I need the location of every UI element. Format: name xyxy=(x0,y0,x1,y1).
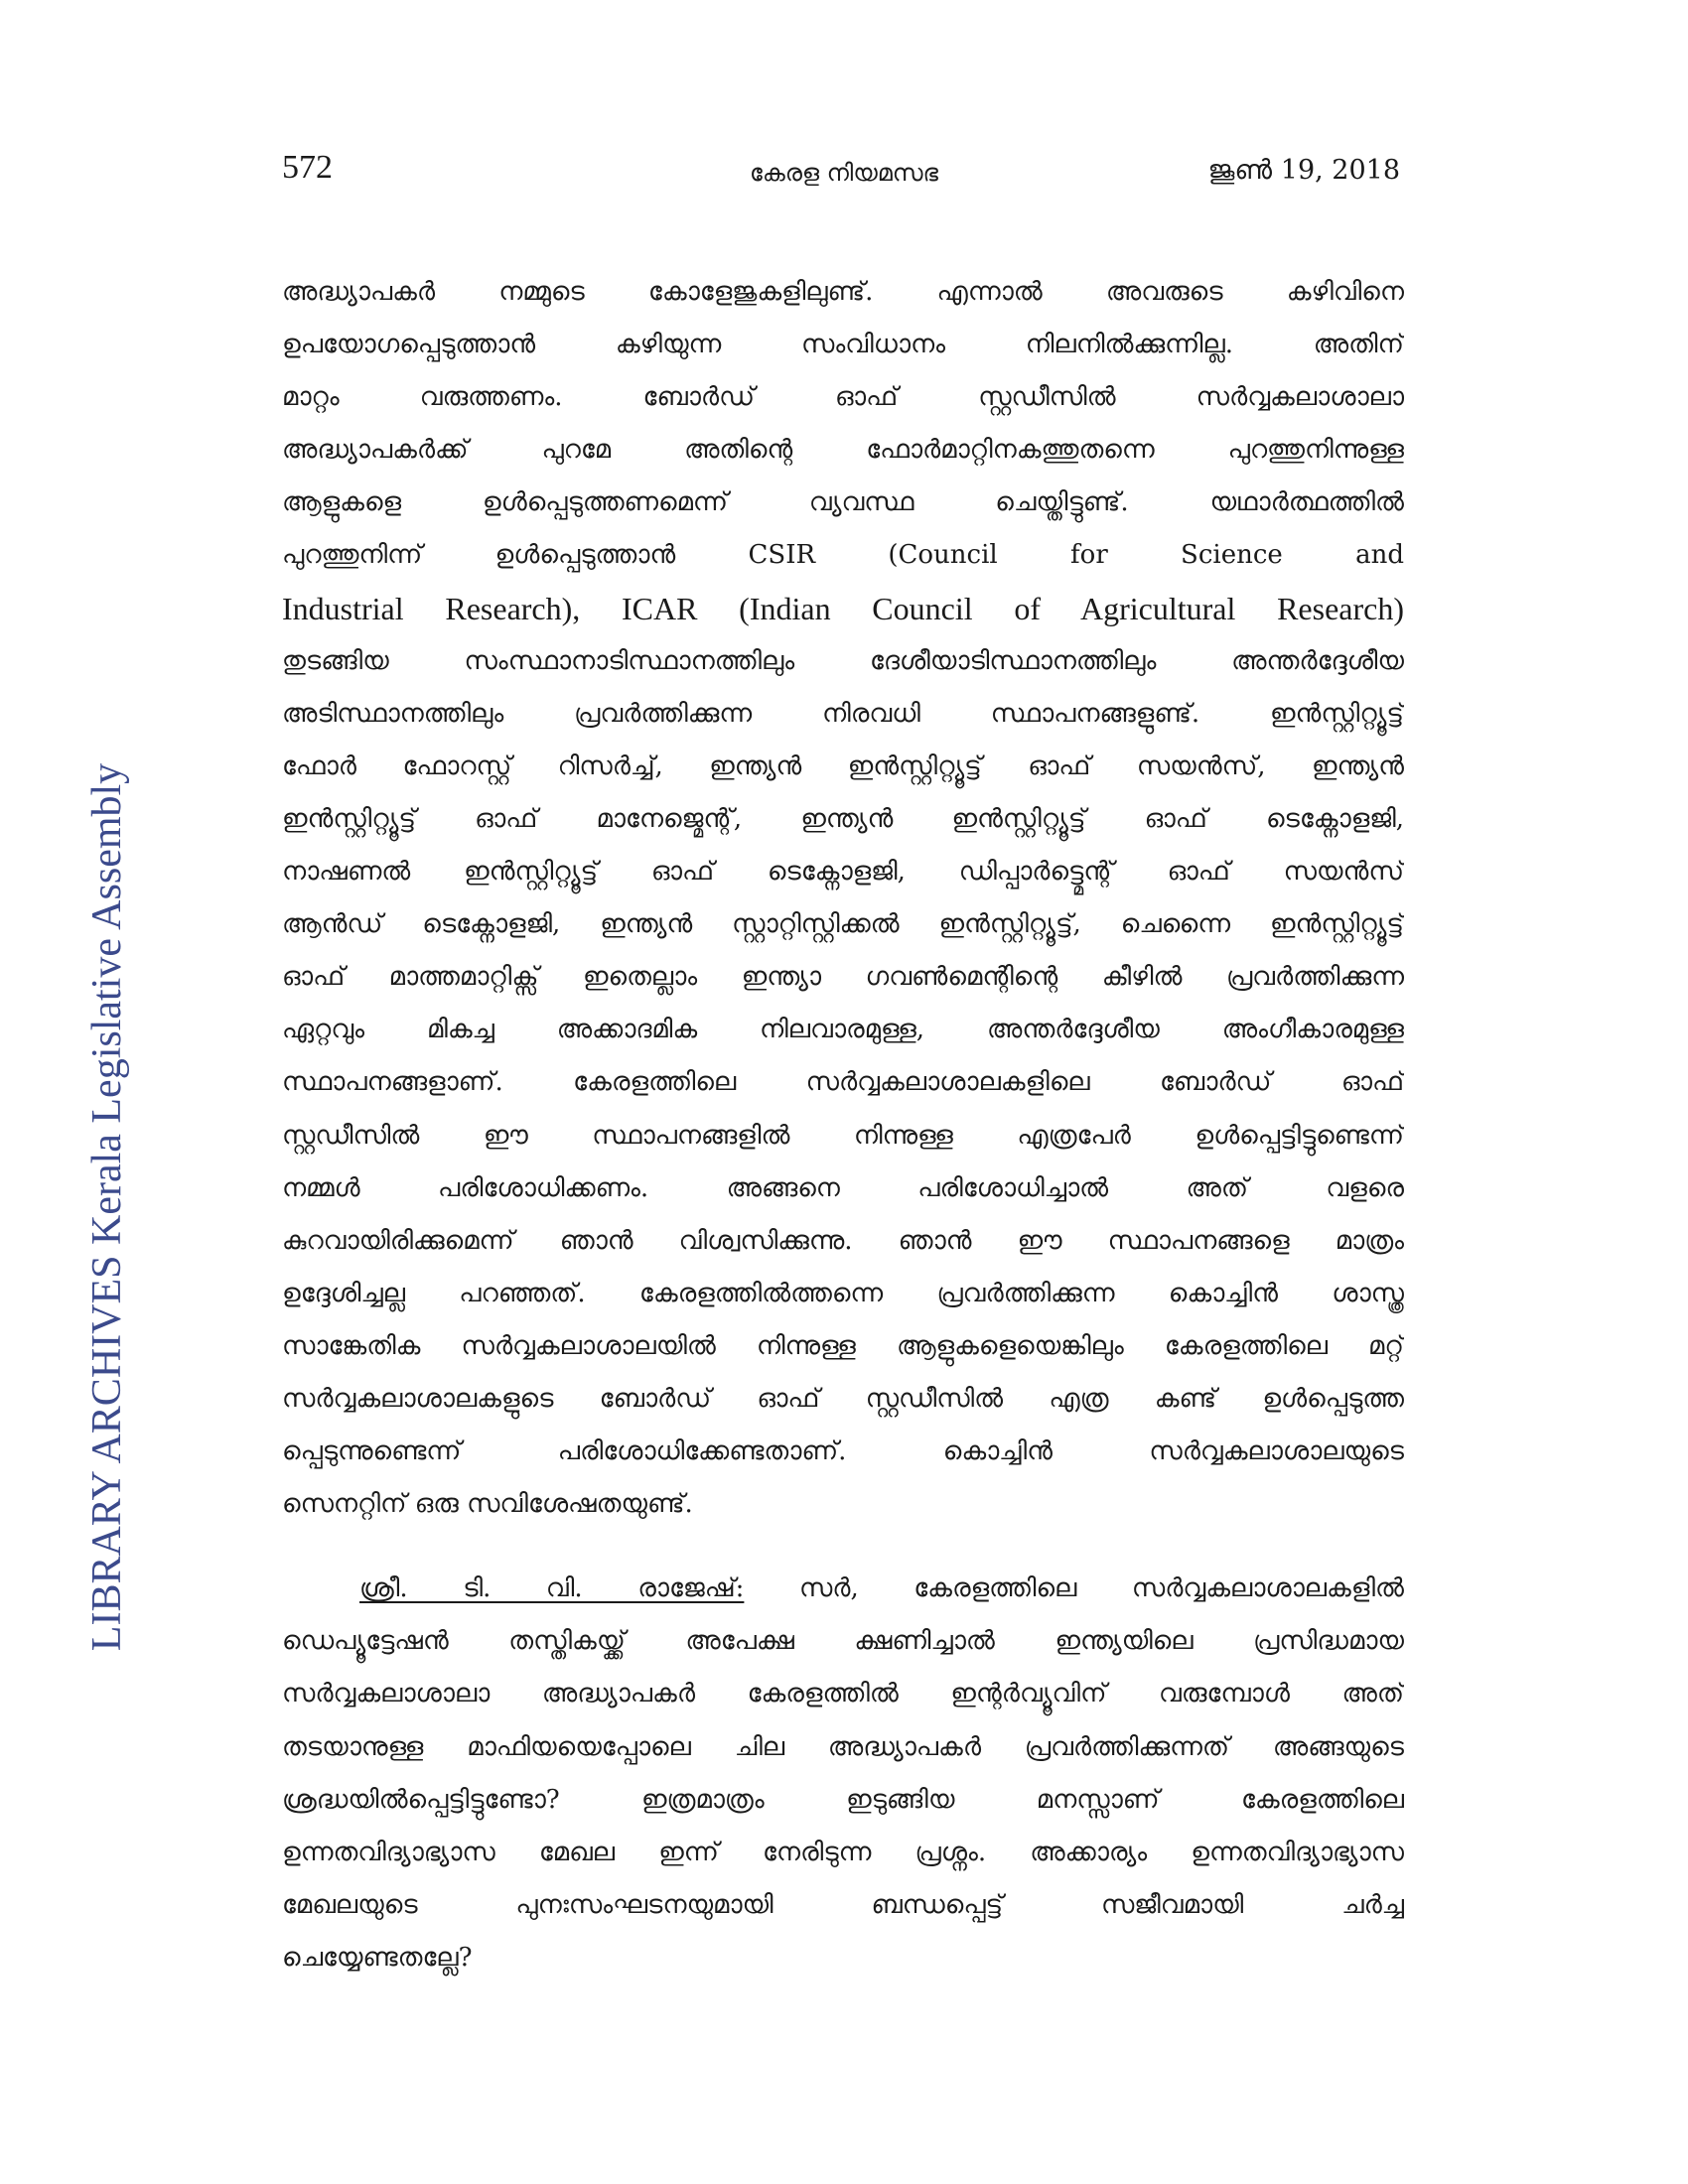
text-line: ഉദ്ദേശിച്ചല്ല പറഞ്ഞത്. കേരളത്തിൽത്തന്നെ പ്രവർത്തിക്കുന്ന കൊച്ചിൻ ശാസ്ത്ര xyxy=(282,1278,1404,1308)
text-line: ആൻഡ് ടെക്നോളജി, ഇന്ത്യൻ സ്റ്റാറ്റിസ്റ്റിക്കൽ ഇൻസ്റ്റിറ്റ്യൂട്ട്, ചെന്നൈ ഇൻസ്റ്റിറ്റ്യൂട്ട് xyxy=(282,909,1404,940)
text-line: ഉപയോഗപ്പെടുത്താൻ കഴിയുന്ന സംവിധാനം നിലനിൽക്കുന്നില്ല. അതിന് xyxy=(282,330,1404,360)
text-line: തടയാനുള്ള മാഫിയയെപ്പോലെ ചില അദ്ധ്യാപകർ പ്രവർത്തിക്കുന്നത് അങ്ങയുടെ xyxy=(282,1731,1404,1762)
text-line: ഇൻസ്റ്റിറ്റ്യൂട്ട് ഓഫ് മാനേജ്മെന്റ്, ഇന്ത്യൻ ഇൻസ്റ്റിറ്റ്യൂട്ട് ഓഫ് ടെക്നോളജി, xyxy=(282,803,1404,834)
paragraph-gap xyxy=(282,1531,1404,1563)
text-line: ആളുകളെ ഉൾപ്പെടുത്തണമെന്ന് വ്യവസ്ഥ ചെയ്തിട്ടുണ്ട്. യഥാർത്ഥത്തിൽ xyxy=(282,487,1404,518)
text-line: Industrial Research), ICAR (Indian Council of Agricultural Research) xyxy=(282,590,1404,626)
text-line: മാറ്റം വരുത്തണം. ബോർഡ് ഓഫ് സ്റ്റഡീസിൽ സർവ്വകലാശാലാ xyxy=(282,382,1404,413)
text-line: സ്റ്റഡീസിൽ ഈ സ്ഥാപനങ്ങളിൽ നിന്നുള്ള എത്രപേർ ഉൾപ്പെട്ടിട്ടുണ്ടെന്ന് xyxy=(282,1120,1404,1151)
text-line: ശ്രദ്ധയിൽപ്പെട്ടിട്ടുണ്ടോ? ഇത്രമാത്രം ഇടുങ്ങിയ മനസ്സാണ് കേരളത്തിലെ xyxy=(282,1784,1404,1815)
text-line: ഡെപ്യൂട്ടേഷൻ തസ്തികയ്ക്ക് അപേക്ഷ ക്ഷണിച്ചാൽ ഇന്ത്യയിലെ പ്രസിദ്ധമായ xyxy=(282,1626,1404,1657)
library-archives-watermark: LIBRARY ARCHIVES Kerala Legislative Assembly xyxy=(84,762,130,1652)
speaker-line xyxy=(282,1563,1404,1615)
text-line: പ്പെടുന്നുണ്ടെന്ന് പരിശോധിക്കേണ്ടതാണ്. കൊച്ചിൻ സർവ്വകലാശാലയുടെ xyxy=(282,1436,1404,1467)
text-line: അദ്ധ്യാപകർക്ക് പുറമേ അതിന്റെ ഫോർമാറ്റിനകത്തുതന്നെ പുറത്തുനിന്നുള്ള xyxy=(282,435,1404,466)
text-line: സാങ്കേതിക സർവ്വകലാശാലയിൽ നിന്നുള്ള ആളുകളെയെങ്കിലും കേരളത്തിലെ മറ്റ് xyxy=(282,1330,1404,1361)
text-line: ഉന്നതവിദ്യാഭ്യാസ മേഖല ഇന്ന് നേരിടുന്ന പ്രശ്നം. അക്കാര്യം ഉന്നതവിദ്യാഭ്യാസ xyxy=(282,1837,1404,1867)
text-line: മേഖലയുടെ പുനഃസംഘടനയുമായി ബന്ധപ്പെട്ട് സജീവമായി ചർച്ച xyxy=(282,1889,1404,1920)
text-line: ചെയ്യേണ്ടതല്ലേ? xyxy=(282,1942,473,1973)
text-line: തുടങ്ങിയ സംസ്ഥാനാടിസ്ഥാനത്തിലും ദേശീയാടിസ്ഥാനത്തിലും അന്തർദ്ദേശീയ xyxy=(282,645,1404,676)
text-line: സർവ്വകലാശാലാ അദ്ധ്യാപകർ കേരളത്തിൽ ഇന്റർവ്യൂവിന് വരുമ്പോൾ അത് xyxy=(282,1679,1404,1709)
text-line: ഓഫ് മാത്തമാറ്റിക്സ് ഇതെല്ലാം ഇന്ത്യാ ഗവൺമെന്റിന്റെ കീഴിൽ പ്രവർത്തിക്കുന്ന xyxy=(282,962,1404,993)
text-line: പുറത്തുനിന്ന് ഉൾപ്പെടുത്താൻ CSIR (Council for Science and xyxy=(282,540,1404,571)
text-line: സ്ഥാപനങ്ങളാണ്. കേരളത്തിലെ സർവ്വകലാശാലകളിലെ ബോർഡ് ഓഫ് xyxy=(282,1067,1404,1098)
text-line: അദ്ധ്യാപകർ നമ്മുടെ കോളേജുകളിലുണ്ട്. എന്നാൽ അവരുടെ കഴിവിനെ xyxy=(282,277,1404,307)
text-line: നാഷണൽ ഇൻസ്റ്റിറ്റ്യൂട്ട് ഓഫ് ടെക്നോളജി, ഡിപ്പാർട്ട്മെന്റ് ഓഫ് സയൻസ് xyxy=(282,857,1404,887)
paragraph-1 xyxy=(282,266,1404,1531)
text-line: ഏറ്റവും മികച്ച അക്കാദമിക നിലവാരമുള്ള, അന്തർദ്ദേശീയ അംഗീകാരമുള്ള xyxy=(282,1015,1404,1045)
text-line: ഫോർ ഫോറസ്റ്റ് റിസർച്ച്, ഇന്ത്യൻ ഇൻസ്റ്റിറ്റ്യൂട്ട് ഓഫ് സയൻസ്, ഇന്ത്യൻ xyxy=(282,751,1404,781)
text-line: നമ്മൾ പരിശോധിക്കണം. അങ്ങനെ പരിശോധിച്ചാൽ അത് വളരെ xyxy=(282,1172,1404,1203)
text-line: കുറവായിരിക്കുമെന്ന് ഞാൻ വിശ്വസിക്കുന്നു. ഞാൻ ഈ സ്ഥാപനങ്ങളെ മാത്രം xyxy=(282,1225,1404,1256)
page-number: 572 xyxy=(282,149,333,186)
text-line: സർവ്വകലാശാലകളുടെ ബോർഡ് ഓഫ് സ്റ്റഡീസിൽ എത്ര കണ്ട് ഉൾപ്പെടുത്ത xyxy=(282,1383,1404,1414)
paragraph-2 xyxy=(282,1563,1404,1984)
speaker-name: ശ്രീ. ടി. വി. രാജേഷ്: xyxy=(359,1573,745,1604)
text-line: സെനറ്റിന് ഒരു സവിശേഷതയുണ്ട്. xyxy=(282,1489,693,1520)
page-date: ജൂൺ 19, 2018 xyxy=(1207,155,1400,186)
speaker-line-text: സർ, കേരളത്തിലെ സർവ്വകലാശാലകളിൽ xyxy=(798,1573,1404,1604)
body-text xyxy=(282,266,1404,1984)
text-line: അടിസ്ഥാനത്തിലും പ്രവർത്തിക്കുന്ന നിരവധി സ്ഥാപനങ്ങളുണ്ട്. ഇൻസ്റ്റിറ്റ്യൂട്ട് xyxy=(282,698,1404,729)
running-head-title: കേരള നിയമസഭ xyxy=(749,159,939,187)
